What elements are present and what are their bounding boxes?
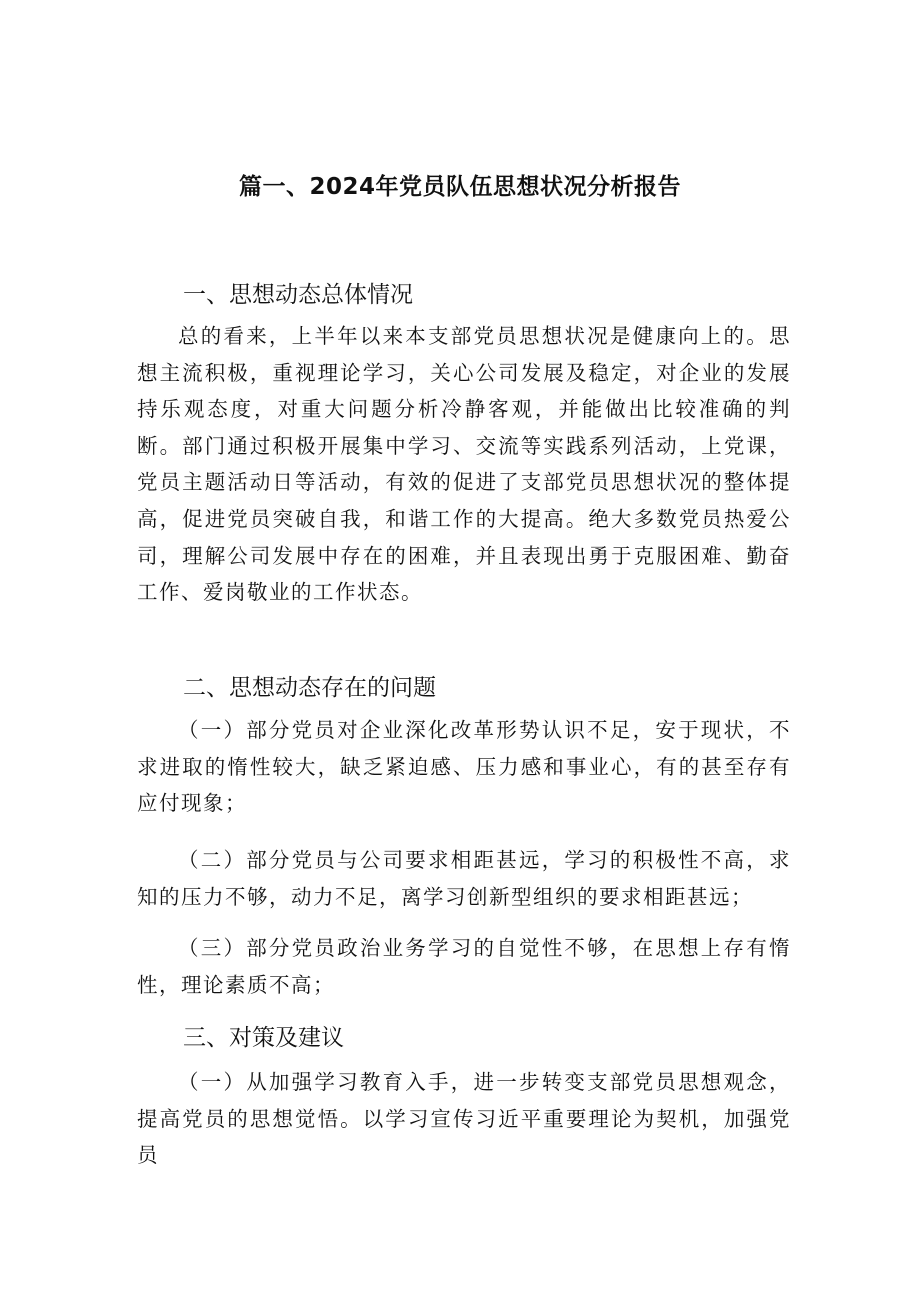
section-2-paragraph-2: （二）部分党员与公司要求相距甚远，学习的积极性不高，求知的压力不够，动力不足，离学习创新型组织的要求相距甚远； (137, 848, 791, 909)
section-1-paragraph-1: 总的看来，上半年以来本支部党员思想状况是健康向上的。思想主流积极，重视理论学习，关心公司发展及稳定，对企业的发展持乐观态度，对重大问题分析冷静客观，并能做出比较准确的判断。部门通过积极开展集中学习、交流等实践系列活动，上党课，党员主题活动日等活动，有效的促进了支部党员思想状况的整体提高，促进党员突破自我，和谐工作的大提高。绝大多数党员热爱公司，理解公司发展中存在的困难，并且表现出勇于克服困难、勤奋工作、爱岗敬业的工作状态。 (137, 324, 791, 605)
section-heading-3: 三、对策及建议 (183, 1025, 344, 1051)
section-heading-2: 二、思想动态存在的问题 (183, 675, 436, 701)
section-2-paragraph-1: （一）部分党员对企业深化改革形势认识不足，安于现状，不求进取的惰性较大，缺乏紧迫感、压力感和事业心，有的甚至存有应付现象； (137, 718, 791, 816)
document-title: 篇一、2024年党员队伍思想状况分析报告 (238, 174, 681, 200)
section-heading-1: 一、思想动态总体情况 (183, 282, 413, 308)
section-2-paragraph-3: （三）部分党员政治业务学习的自觉性不够，在思想上存有惰性，理论素质不高； (137, 936, 791, 997)
section-3-paragraph-1: （一）从加强学习教育入手，进一步转变支部党员思想观念，提高党员的思想觉悟。以学习宣传习近平重要理论为契机，加强党员 (137, 1070, 791, 1168)
